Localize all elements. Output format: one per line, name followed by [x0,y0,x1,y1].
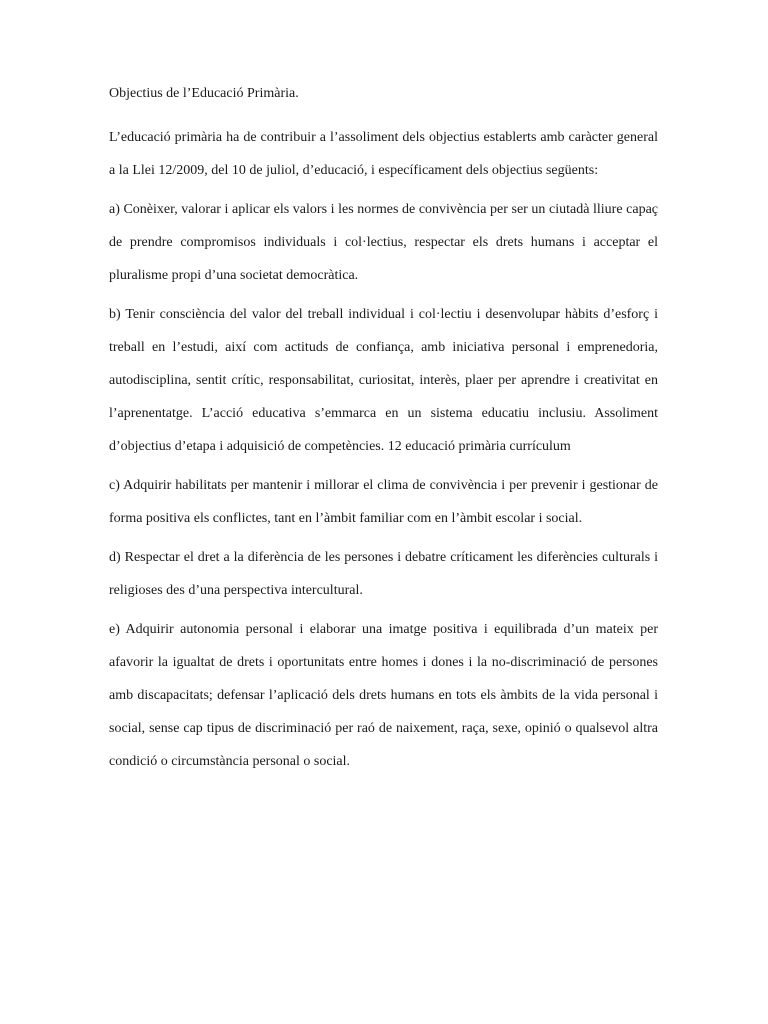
paragraph-objective-a: a) Conèixer, valorar i aplicar els valors i les normes de convivència per ser un ciutadà lliure capaç de prendre compromisos individuals i col·lectius, respectar els drets humans i acceptar el pluralisme propi d’una societat democràtica. [109,202,658,283]
paragraph-objective-e: e) Adquirir autonomia personal i elaborar una imatge positiva i equilibrada d’un mateix per afavorir la igualtat de drets i oportunitats entre homes i dones i la no-discriminació de persones amb discapacitats; defensar l’aplicació dels drets humans en tots els àmbits de la vida personal i social, sense cap tipus de discriminació per raó de naixement, raça, sexe, opinió o qualsevol altra condició o circumstància personal o social. [109,622,658,769]
paragraph-intro: L’educació primària ha de contribuir a l’assoliment dels objectius establerts amb caràcter general a la Llei 12/2009, del 10 de juliol, d’educació, i específicament dels objectius següents: [109,130,658,178]
paragraph-objective-c: c) Adquirir habilitats per mantenir i millorar el clima de convivència i per prevenir i gestionar de forma positiva els conflictes, tant en l’àmbit familiar com en l’àmbit escolar i social. [109,478,658,526]
document-title: Objectius de l’Educació Primària. [109,86,299,101]
paragraph-objective-b: b) Tenir consciència del valor del treball individual i col·lectiu i desenvolupar hàbits d’esforç i treball en l’estudi, així com actituds de confiança, amb iniciativa personal i emprenedoria, autodisciplina, sentit crític, responsabilitat, curiositat, interès, plaer per aprendre i creativitat en l’aprenentatge. L’acció educativa s’emmarca en un sistema educatiu inclusiu. Assoliment d’objectius d’etapa i adquisició de competències. 12 educació primària currículum [109,307,658,454]
document-page [109,84,658,784]
paragraph-objective-d: d) Respectar el dret a la diferència de les persones i debatre críticament les diferències culturals i religioses des d’una perspectiva intercultural. [109,550,658,598]
